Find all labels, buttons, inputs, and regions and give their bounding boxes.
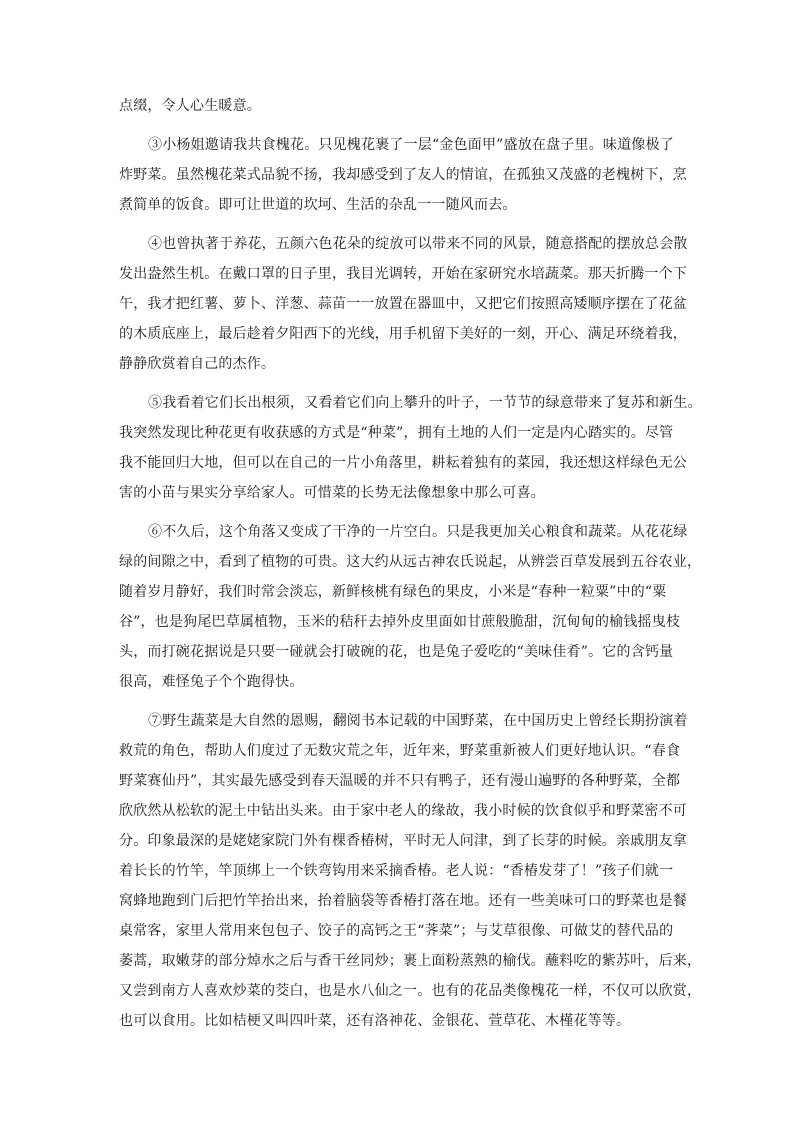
paragraph-6-start: ⑥不久后，这个角落又变成了干净的一片空白。只是我更加关心粮食和蔬菜。从花花绿 [148,524,688,540]
text-line: 萎蒿，取嫩芽的部分焯水之后与香干丝同炒；裹上面粉蒸熟的榆伐。蘸料吃的紫苏叶，后来， [119,953,702,969]
paragraph-4-start: ④也曾执著于养花，五颜六色花朵的绽放可以带来不同的风景，随意搭配的摆放总会散 [148,236,688,252]
text-line: 谷”，也是狗尾巴草属植物，玉米的秸秆去掉外皮里面如甘蔗般脆甜，沉甸甸的榆钱摇曳枝 [119,614,681,630]
text-line: 桌常客，家里人常用来包包子、饺子的高钙之王“荠菜”；与艾草很像、可做艾的替代品的 [119,923,674,939]
text-line: 也可以食用。比如桔梗又叫四叶菜，还有洛神花、金银花、萱草花、木槿花等等。 [119,1013,631,1029]
text-line: 我突然发现比种花更有收获感的方式是“种菜”，拥有土地的人们一定是内心踏实的。尽管 [119,425,674,441]
paragraph-5-start: ⑤我看着它们长出根须，又看着它们向上攀升的叶子，一节节的绿意带来了复苏和新生。 [148,395,702,411]
text-line: 欣欣然从松软的泥土中钻出头来。由于家中老人的缘故，我小时候的饮食似乎和野菜密不可 [119,803,687,819]
text-line: 绿的间隙之中，看到了植物的可贵。这大约从远古神农氏说起，从辨尝百草发展到五谷农业， [119,554,702,570]
text-line: 又尝到南方人喜欢炒菜的茭白，也是水八仙之一。也有的花品类像槐花一样，不仅可以欣赏， [119,983,702,999]
text-line: 窝蜂地跑到门后把竹竿抬出来，抬着脑袋等香椿打落在地。还有一些美味可口的野菜也是餐 [119,893,687,909]
text-line: 点缀，令人心生暖意。 [119,98,261,114]
text-line: 炸野菜。虽然槐花菜式品貌不扬，我却感受到了友人的情谊，在孤独又茂盛的老槐树下，烹 [119,167,687,183]
text-line: 煮简单的饭食。即可让世道的坎坷、生活的杂乱一一随风而去。 [119,197,517,213]
text-line: 分。印象最深的是姥姥家院门外有棵香椿树，平时无人问津，到了长芽的时候。亲戚朋友拿 [119,833,687,849]
text-line: 救荒的角色，帮助人们度过了无数灾荒之年，近年来，野菜重新被人们更好地认识。“春食 [119,743,681,759]
text-line: 着长长的竹竿，竿顶绑上一个铁弯钩用来采摘香椿。老人说：“香椿发芽了！”孩子们就一 [119,863,674,879]
text-line: 害的小苗与果实分享给家人。可惜菜的长势无法像想象中那么可喜。 [119,485,545,501]
paragraph-7-start: ⑦野生蔬菜是大自然的恩赐，翻阅书本记载的中国野菜，在中国历史上曾经长期扮演着 [148,713,688,729]
text-line: 很高，难怪兔子个个跑得快。 [119,674,304,690]
paragraph-3-start: ③小杨姐邀请我共食槐花。只见槐花裹了一层“金色面甲”盛放在盘子里。味道像极了 [148,137,674,153]
text-line: 野菜赛仙丹”，其实最先感受到春天温暖的并不只有鸭子，还有漫山遍野的各种野菜，全都 [119,773,681,789]
text-line: 发出盎然生机。在戴口罩的日子里，我目光调转，开始在家研究水培蔬菜。那天折腾一个下 [119,266,687,282]
text-line: 午，我才把红薯、萝卜、洋葱、蒜苗一一放置在器皿中，又把它们按照高矮顺序摆在了花盆 [119,296,687,312]
text-line: 我不能回归大地，但可以在自己的一片小角落里，耕耘着独有的菜园，我还想这样绿色无公 [119,455,687,471]
text-line: 头，而打碗花据说是只要一碰就会打破碗的花，也是兔子爱吃的“美味佳肴”。它的含钙量 [119,644,674,660]
text-line: 随着岁月静好，我们时常会淡忘，新鲜核桃有绿色的果皮，小米是“春种一粒粟”中的“粟 [119,584,667,600]
text-line: 静静欣赏着自己的杰作。 [119,356,276,372]
text-line: 的木质底座上，最后趁着夕阳西下的光线，用手机留下美好的一刻，开心、满足环绕着我， [119,326,687,342]
